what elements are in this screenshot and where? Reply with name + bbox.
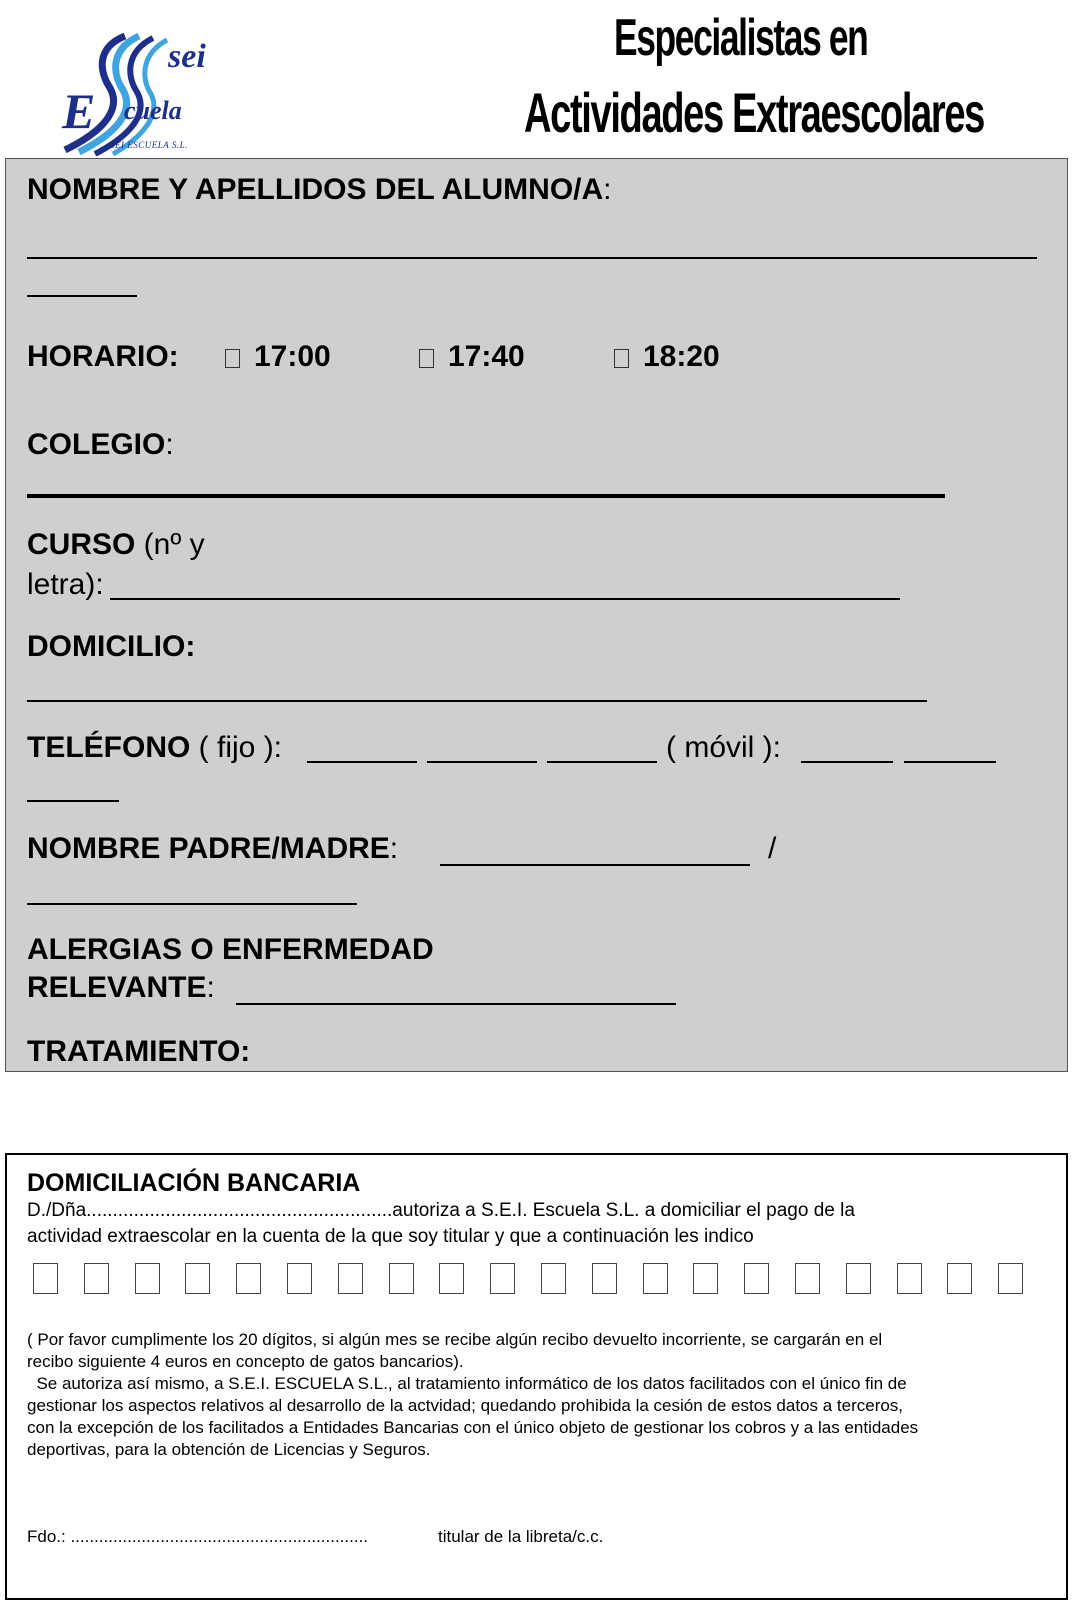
- account-digit-box[interactable]: [338, 1263, 363, 1294]
- account-digit-box[interactable]: [33, 1263, 58, 1294]
- headline-line-1: Especialistas en: [614, 9, 868, 67]
- account-digit-box[interactable]: [236, 1263, 261, 1294]
- account-digit-box[interactable]: [135, 1263, 160, 1294]
- logo-subtitle: SEI ESCUELA S.L.: [110, 140, 188, 150]
- schedule-1820-checkbox[interactable]: [614, 349, 629, 368]
- parents-label-colon: :: [389, 832, 399, 865]
- account-digit-box[interactable]: [592, 1263, 617, 1294]
- bank-note-line: Se autoriza así mismo, a S.E.I. ESCUELA S.L., al tratamiento informático de los datos facilitados con el único fin de: [27, 1374, 907, 1393]
- student-name-field-continued[interactable]: [27, 295, 137, 297]
- account-digit-box[interactable]: [643, 1263, 668, 1294]
- parent-name-field-2[interactable]: [27, 903, 357, 905]
- account-digit-box[interactable]: [490, 1263, 515, 1294]
- company-logo: [55, 28, 225, 156]
- phone-mobile-field-2[interactable]: [904, 761, 996, 763]
- bank-note-line: recibo siguiente 4 euros en concepto de gatos bancarios).: [27, 1352, 464, 1371]
- course-label: [27, 530, 205, 560]
- phone-mobile-label: ( móvil ):: [666, 731, 781, 764]
- phone-fixed-field-1[interactable]: [307, 761, 417, 763]
- account-digit-box[interactable]: [287, 1263, 312, 1294]
- phone-label-bold: TELÉFONO: [27, 731, 191, 764]
- address-field[interactable]: [27, 700, 927, 702]
- account-digit-box[interactable]: [389, 1263, 414, 1294]
- course-label-bold: CURSO: [27, 528, 136, 561]
- account-digit-box[interactable]: [947, 1263, 972, 1294]
- phone-mobile-field-1[interactable]: [801, 761, 893, 763]
- student-name-field[interactable]: [27, 257, 1037, 259]
- schedule-option-1700[interactable]: [225, 342, 331, 372]
- bank-authorization-line2: actividad extraescolar en la cuenta de la que soy titular y que a continuación les indico: [27, 1226, 754, 1247]
- bank-note-line: deportivas, para la obtención de Licencias y Seguros.: [27, 1440, 431, 1459]
- schedule-label: HORARIO:: [27, 340, 179, 373]
- schedule-1820-label: 18:20: [643, 340, 720, 373]
- parents-separator: /: [768, 832, 777, 865]
- schedule-1740-label: 17:40: [448, 340, 525, 373]
- address-label: DOMICILIO:: [27, 630, 196, 663]
- bank-note-line: con la excepción de los facilitados a Entidades Bancarias con el único objeto de gestionar los cobros y a las entidades: [27, 1418, 919, 1437]
- account-digit-box[interactable]: [84, 1263, 109, 1294]
- student-name-label-colon: :: [603, 173, 612, 206]
- bank-note-line: gestionar los aspectos relativos al desarrollo de la actvidad; quedando prohibida la cesión de estos datos a terceros,: [27, 1396, 904, 1415]
- phone-mobile-field-3[interactable]: [27, 800, 119, 802]
- course-field[interactable]: [110, 598, 900, 600]
- parents-label: [27, 834, 398, 864]
- account-digit-box[interactable]: [795, 1263, 820, 1294]
- logo-sei-text: sei: [168, 38, 206, 75]
- schedule-1700-label: 17:00: [254, 340, 331, 373]
- headline-line-2: Actividades Extraescolares: [524, 81, 984, 144]
- allergies-label-line1: ALERGIAS O ENFERMEDAD: [27, 933, 434, 966]
- phone-fixed-field-3[interactable]: [547, 761, 657, 763]
- account-digit-box[interactable]: [185, 1263, 210, 1294]
- account-digit-box[interactable]: [998, 1263, 1023, 1294]
- account-holder-label: titular de la libreta/c.c.: [438, 1527, 604, 1546]
- student-name-label: [27, 175, 612, 205]
- student-name-label-text: NOMBRE Y APELLIDOS DEL ALUMNO/A: [27, 173, 604, 206]
- bank-section-title: DOMICILIACIÓN BANCARIA: [27, 1169, 361, 1197]
- account-digit-box[interactable]: [744, 1263, 769, 1294]
- school-label: [27, 430, 174, 460]
- phone-label: [27, 733, 282, 763]
- school-label-text: COLEGIO: [27, 428, 166, 461]
- allergies-field[interactable]: [236, 1003, 676, 1005]
- allergies-label-text: RELEVANTE: [27, 971, 207, 1004]
- signature-field[interactable]: Fdo.: ...............................................................: [27, 1527, 369, 1546]
- account-digit-box[interactable]: [439, 1263, 464, 1294]
- course-label-rest: (nº y: [135, 528, 205, 561]
- account-digit-box[interactable]: [846, 1263, 871, 1294]
- phone-fixed-field-2[interactable]: [427, 761, 537, 763]
- treatment-label: TRATAMIENTO:: [27, 1035, 251, 1068]
- school-field[interactable]: [27, 494, 945, 498]
- parent-name-field-1[interactable]: [440, 864, 750, 866]
- schedule-1700-checkbox[interactable]: [225, 349, 240, 368]
- schedule-option-1740[interactable]: [419, 342, 525, 372]
- account-digit-box[interactable]: [693, 1263, 718, 1294]
- account-digit-box[interactable]: [541, 1263, 566, 1294]
- phone-fixed-label: ( fijo ):: [190, 731, 283, 764]
- bank-note-line: ( Por favor cumplimente los 20 dígitos, si algún mes se recibe algún recibo devuelto incorriente, se cargarán en el: [27, 1330, 883, 1349]
- bank-authorization-line1: D./Dña..........................................................autoriza a S.E.I. Escuela S.L. a domiciliar el pago de la: [27, 1200, 855, 1221]
- school-label-colon: :: [165, 428, 174, 461]
- logo-cuela-text: cuela: [124, 96, 182, 125]
- schedule-option-1820[interactable]: [614, 342, 720, 372]
- account-digit-box[interactable]: [897, 1263, 922, 1294]
- schedule-1740-checkbox[interactable]: [419, 349, 434, 368]
- allergies-label-line2: [27, 973, 215, 1003]
- allergies-label-colon: :: [206, 971, 215, 1004]
- course-label-line2: letra):: [27, 568, 104, 601]
- parents-label-text: NOMBRE PADRE/MADRE: [27, 832, 390, 865]
- logo-e-initial: E: [62, 83, 96, 139]
